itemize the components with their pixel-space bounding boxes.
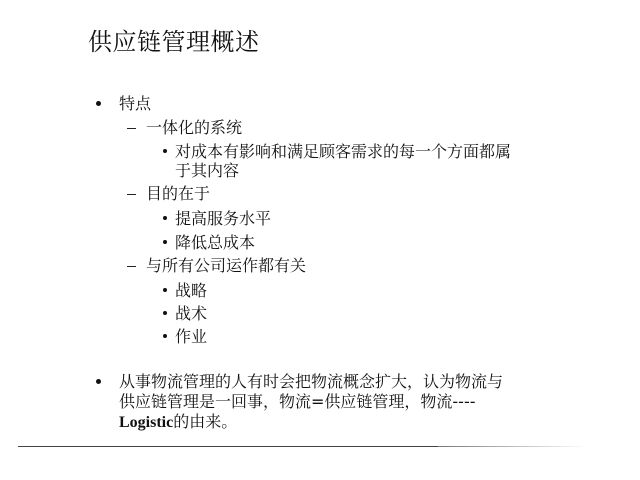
- point-2-line-3: [119, 411, 237, 433]
- sub-3-item-1: 战略: [175, 281, 208, 300]
- bottom-divider: [18, 446, 438, 447]
- slide-title: 供应链管理概述: [88, 28, 260, 56]
- bullet-icon: [163, 311, 167, 315]
- sub-3-label: 与所有公司运作都有关: [146, 256, 307, 275]
- bottom-divider-fade: [438, 446, 588, 447]
- sub-1-label: 一体化的系统: [146, 118, 243, 137]
- point-2-line-1: 从事物流管理的人有时会把物流概念扩大，认为物流与: [119, 372, 504, 391]
- bullet-icon: [163, 288, 167, 292]
- point-2-line-3-rest: 的由来。: [173, 412, 238, 431]
- point-2-line-2: 供应链管理是一回事，物流=供应链管理，物流----: [119, 392, 476, 411]
- sub-3-item-3: 作业: [175, 327, 208, 346]
- sub-1-item-1-line-2: 于其内容: [175, 161, 240, 180]
- bullet-icon: [163, 216, 167, 220]
- point-1-label: 特点: [119, 94, 152, 113]
- bullet-icon: [163, 149, 167, 153]
- sub-1-item-1-line-1: 对成本有影响和满足顾客需求的每一个方面都属: [175, 142, 512, 161]
- sub-2-item-2: 降低总成本: [175, 233, 256, 252]
- logistic-term: Logistic: [119, 414, 174, 431]
- dash-icon: [127, 194, 136, 195]
- bullet-icon: [163, 240, 167, 244]
- sub-2-label: 目的在于: [146, 184, 211, 203]
- sub-2-item-1: 提高服务水平: [175, 209, 272, 228]
- bullet-icon: [96, 379, 101, 384]
- dash-icon: [127, 128, 136, 129]
- bullet-icon: [163, 334, 167, 338]
- bullet-icon: [96, 101, 101, 106]
- dash-icon: [127, 266, 136, 267]
- sub-3-item-2: 战术: [175, 304, 208, 323]
